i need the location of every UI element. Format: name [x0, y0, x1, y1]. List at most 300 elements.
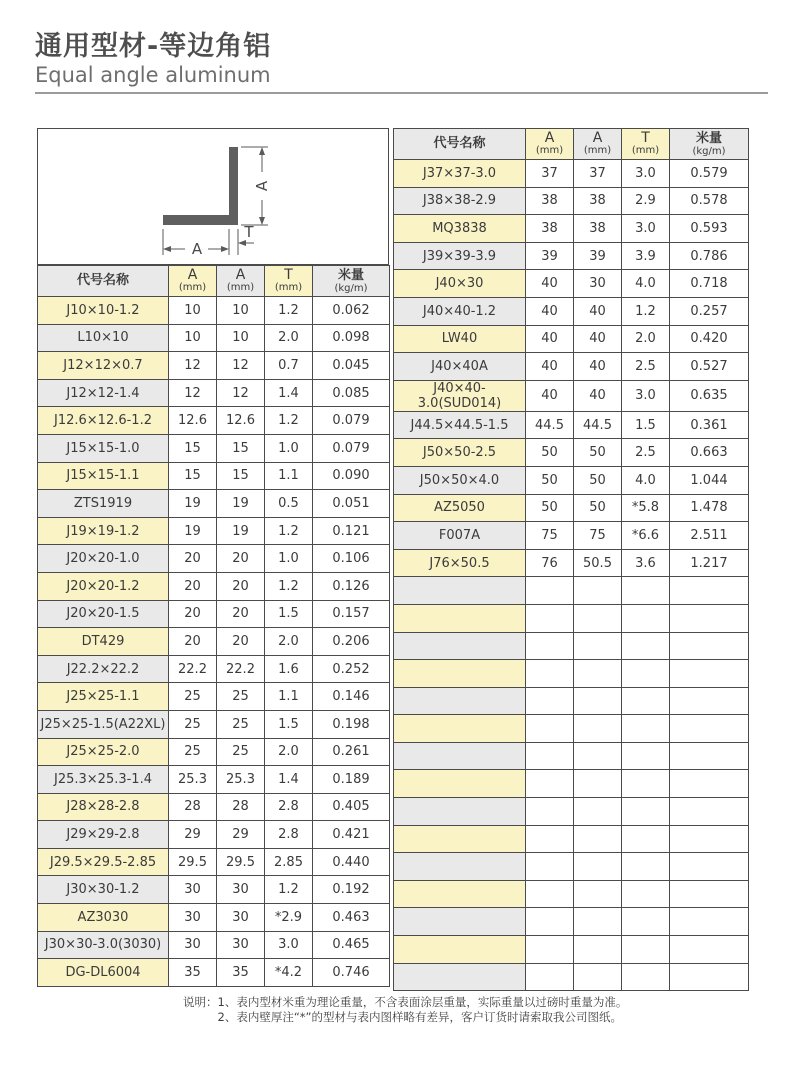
- cell-a2: [574, 742, 622, 770]
- notes-label: 说明：: [183, 995, 218, 1009]
- angle-profile-diagram: [37, 128, 389, 265]
- cell-t: 1.2: [265, 407, 313, 435]
- cell-name: [394, 908, 526, 936]
- cell-w: 0.157: [313, 600, 390, 628]
- cell-name: J44.5×44.5-1.5: [394, 411, 526, 439]
- table-header-row: [394, 129, 749, 160]
- table-row: [394, 522, 749, 550]
- cell-a2: [574, 936, 622, 964]
- cell-a1: 40: [526, 380, 574, 411]
- table-row-empty: [394, 604, 749, 632]
- cell-a1: 29.5: [169, 848, 217, 876]
- cell-a2: 19: [217, 490, 265, 518]
- header-t: T (mm): [265, 266, 313, 297]
- spec-table-left: [37, 265, 390, 987]
- cell-t: [622, 632, 670, 660]
- table-row: [38, 600, 390, 628]
- cell-w: [670, 936, 749, 964]
- table-row: [394, 380, 749, 411]
- cell-a1: 40: [526, 270, 574, 298]
- cell-a2: [574, 687, 622, 715]
- cell-a1: 76: [526, 549, 574, 577]
- table-row-empty: [394, 577, 749, 605]
- cell-w: 0.252: [313, 655, 390, 683]
- cell-a1: 20: [169, 600, 217, 628]
- page-subtitle: Equal angle aluminum: [35, 63, 271, 87]
- dim-label-a-horizontal: A: [191, 240, 203, 258]
- cell-a1: 50: [526, 494, 574, 522]
- cell-t: 1.4: [265, 379, 313, 407]
- cell-name: [394, 604, 526, 632]
- cell-name: J50×50-2.5: [394, 439, 526, 467]
- cell-t: [622, 660, 670, 688]
- cell-t: 3.0: [622, 215, 670, 243]
- cell-a1: 15: [169, 434, 217, 462]
- cell-t: 3.9: [622, 242, 670, 270]
- cell-w: 0.593: [670, 215, 749, 243]
- table-row: [38, 379, 390, 407]
- table-row: [38, 793, 390, 821]
- table-row: [38, 352, 390, 380]
- cell-a1: 25: [169, 710, 217, 738]
- table-row: [394, 325, 749, 353]
- cell-t: [622, 853, 670, 881]
- spec-table-right: [393, 128, 749, 991]
- cell-name: [394, 687, 526, 715]
- cell-w: 0.206: [313, 628, 390, 656]
- cell-a2: 29: [217, 821, 265, 849]
- cell-t: 1.0: [265, 434, 313, 462]
- cell-name: J15×15-1.1: [38, 462, 169, 490]
- cell-t: 2.0: [265, 738, 313, 766]
- cell-w: [670, 880, 749, 908]
- cell-t: 1.1: [265, 462, 313, 490]
- arrowhead-right: [221, 246, 229, 252]
- table-row: [38, 324, 390, 352]
- cell-a2: 50: [574, 466, 622, 494]
- cell-t: 1.2: [265, 517, 313, 545]
- cell-a1: 39: [526, 242, 574, 270]
- cell-name: [394, 632, 526, 660]
- header-a1: A (mm): [169, 266, 217, 297]
- cell-t: 1.6: [265, 655, 313, 683]
- cell-t: 1.2: [622, 297, 670, 325]
- cell-t: [622, 798, 670, 826]
- cell-name: [394, 853, 526, 881]
- cell-t: 2.0: [265, 324, 313, 352]
- cell-w: 0.579: [670, 160, 749, 188]
- cell-w: 0.098: [313, 324, 390, 352]
- cell-a2: 25: [217, 683, 265, 711]
- cell-t: *4.2: [265, 959, 313, 987]
- cell-w: [670, 963, 749, 991]
- cell-t: [622, 963, 670, 991]
- cell-a2: 20: [217, 545, 265, 573]
- arrowhead-left: [163, 246, 171, 252]
- cell-name: J20×20-1.5: [38, 600, 169, 628]
- cell-w: 0.420: [670, 325, 749, 353]
- cell-name: J30×30-3.0(3030): [38, 931, 169, 959]
- cell-a1: [526, 577, 574, 605]
- table-row: [394, 353, 749, 381]
- cell-w: 0.527: [670, 353, 749, 381]
- cell-w: 0.578: [670, 187, 749, 215]
- cell-name: [394, 963, 526, 991]
- cell-a1: 10: [169, 324, 217, 352]
- table-row: [38, 738, 390, 766]
- cell-t: 0.5: [265, 490, 313, 518]
- cell-a2: 29.5: [217, 848, 265, 876]
- cell-a1: [526, 632, 574, 660]
- cell-name: J39×39-3.9: [394, 242, 526, 270]
- cell-w: 0.746: [313, 959, 390, 987]
- cell-t: [622, 604, 670, 632]
- cell-t: [622, 936, 670, 964]
- page-title: 通用型材-等边角铝: [35, 31, 272, 62]
- cell-w: [670, 660, 749, 688]
- cell-a1: [526, 687, 574, 715]
- cell-t: 2.8: [265, 793, 313, 821]
- table-row-empty: [394, 853, 749, 881]
- cell-a1: 22.2: [169, 655, 217, 683]
- cell-a1: [526, 798, 574, 826]
- cell-a1: 35: [169, 959, 217, 987]
- header-name: 代号名称: [394, 129, 526, 160]
- cell-name: J28×28-2.8: [38, 793, 169, 821]
- cell-w: 1.044: [670, 466, 749, 494]
- cell-a1: 38: [526, 187, 574, 215]
- cell-a1: 30: [169, 931, 217, 959]
- table-row-empty: [394, 742, 749, 770]
- cell-name: [394, 715, 526, 743]
- cell-t: 3.6: [622, 549, 670, 577]
- cell-t: 1.2: [265, 876, 313, 904]
- cell-t: [622, 770, 670, 798]
- table-row-empty: [394, 798, 749, 826]
- header-weight: 米量 (kg/m): [670, 129, 749, 160]
- cell-w: 0.463: [313, 904, 390, 932]
- cell-w: 1.478: [670, 494, 749, 522]
- cell-a1: [526, 825, 574, 853]
- header-a2: A (mm): [217, 266, 265, 297]
- cell-name: J38×38-2.9: [394, 187, 526, 215]
- cell-t: *2.9: [265, 904, 313, 932]
- cell-t: 1.0: [265, 545, 313, 573]
- cell-t: 3.0: [622, 160, 670, 188]
- cell-name: J25.3×25.3-1.4: [38, 766, 169, 794]
- cell-name: ZTS1919: [38, 490, 169, 518]
- cell-t: *6.6: [622, 522, 670, 550]
- cell-name: J25×25-1.1: [38, 683, 169, 711]
- cell-w: 0.189: [313, 766, 390, 794]
- cell-name: [394, 742, 526, 770]
- cell-t: *5.8: [622, 494, 670, 522]
- cell-a1: [526, 715, 574, 743]
- cell-a2: 12.6: [217, 407, 265, 435]
- cell-t: [622, 880, 670, 908]
- cell-name: J10×10-1.2: [38, 297, 169, 325]
- table-row: [394, 466, 749, 494]
- cell-t: 2.5: [622, 353, 670, 381]
- cell-a1: [526, 853, 574, 881]
- cell-a1: 29: [169, 821, 217, 849]
- cell-name: [394, 770, 526, 798]
- cell-a2: 15: [217, 462, 265, 490]
- table-row: [38, 572, 390, 600]
- cell-a2: 50: [574, 439, 622, 467]
- table-row: [394, 242, 749, 270]
- header-weight: 米量 (kg/m): [313, 266, 390, 297]
- cell-a1: 12: [169, 379, 217, 407]
- note-line-2: 2、表内壁厚注“*”的型材与表内图样略有差异，客户订货时请索取我公司图纸。: [217, 1010, 622, 1024]
- table-row-empty: [394, 715, 749, 743]
- cell-a2: 10: [217, 324, 265, 352]
- cell-name: J29×29-2.8: [38, 821, 169, 849]
- table-row: [38, 848, 390, 876]
- cell-a1: [526, 963, 574, 991]
- cell-name: [394, 577, 526, 605]
- cell-w: 0.126: [313, 572, 390, 600]
- header-t: T (mm): [622, 129, 670, 160]
- cell-name: J37×37-3.0: [394, 160, 526, 188]
- cell-w: 0.079: [313, 434, 390, 462]
- cell-w: [670, 825, 749, 853]
- cell-name: [394, 880, 526, 908]
- right-column: [393, 128, 748, 991]
- cell-name: J25×25-2.0: [38, 738, 169, 766]
- cell-name: J12×12-1.4: [38, 379, 169, 407]
- angle-profile-svg: [38, 129, 388, 264]
- cell-name: J20×20-1.2: [38, 572, 169, 600]
- cell-w: [670, 853, 749, 881]
- cell-name: J19×19-1.2: [38, 517, 169, 545]
- cell-t: 3.0: [265, 931, 313, 959]
- cell-a2: 19: [217, 517, 265, 545]
- dim-label-a-vertical: A: [253, 180, 271, 192]
- table-header-row: [38, 266, 390, 297]
- cell-name: F007A: [394, 522, 526, 550]
- cell-a2: 50.5: [574, 549, 622, 577]
- cell-a1: [526, 908, 574, 936]
- table-row-empty: [394, 908, 749, 936]
- cell-a1: 38: [526, 215, 574, 243]
- cell-w: [670, 770, 749, 798]
- cell-name: J15×15-1.0: [38, 434, 169, 462]
- cell-a1: [526, 742, 574, 770]
- cell-a2: 39: [574, 242, 622, 270]
- cell-name: J40×30: [394, 270, 526, 298]
- cell-a1: 12: [169, 352, 217, 380]
- cell-name: [394, 825, 526, 853]
- cell-a2: 10: [217, 297, 265, 325]
- cell-a2: 25.3: [217, 766, 265, 794]
- cell-a2: 44.5: [574, 411, 622, 439]
- cell-name: J29.5×29.5-2.85: [38, 848, 169, 876]
- table-row: [394, 494, 749, 522]
- notes-lines: [218, 995, 628, 1025]
- cell-t: 1.5: [622, 411, 670, 439]
- table-row: [38, 434, 390, 462]
- cell-w: 0.257: [670, 297, 749, 325]
- cell-name: DT429: [38, 628, 169, 656]
- header-a2: A (mm): [574, 129, 622, 160]
- cell-a1: [526, 660, 574, 688]
- cell-t: 1.2: [265, 572, 313, 600]
- cell-t: 3.0: [622, 380, 670, 411]
- header-a1: A (mm): [526, 129, 574, 160]
- cell-name: DG-DL6004: [38, 959, 169, 987]
- table-row: [38, 490, 390, 518]
- cell-t: 2.5: [622, 439, 670, 467]
- cell-t: [622, 577, 670, 605]
- table-row-empty: [394, 770, 749, 798]
- arrowhead-down: [259, 217, 265, 225]
- cell-t: 2.9: [622, 187, 670, 215]
- cell-a1: 28: [169, 793, 217, 821]
- table-row: [38, 407, 390, 435]
- cell-t: 1.2: [265, 297, 313, 325]
- table-row: [394, 160, 749, 188]
- cell-w: [670, 604, 749, 632]
- cell-t: 1.5: [265, 600, 313, 628]
- table-row-empty: [394, 632, 749, 660]
- cell-w: 0.261: [313, 738, 390, 766]
- cell-a2: 30: [574, 270, 622, 298]
- cell-a2: 12: [217, 379, 265, 407]
- cell-t: 1.1: [265, 683, 313, 711]
- cell-a2: 37: [574, 160, 622, 188]
- cell-w: 0.361: [670, 411, 749, 439]
- cell-w: 0.062: [313, 297, 390, 325]
- cell-w: 0.121: [313, 517, 390, 545]
- cell-a1: 15: [169, 462, 217, 490]
- table-row: [38, 297, 390, 325]
- cell-a1: 12.6: [169, 407, 217, 435]
- table-row: [38, 766, 390, 794]
- cell-a2: 12: [217, 352, 265, 380]
- notes: [183, 995, 627, 1025]
- table-row: [38, 683, 390, 711]
- table-row: [394, 215, 749, 243]
- cell-t: 2.8: [265, 821, 313, 849]
- cell-w: [670, 577, 749, 605]
- cell-name: J22.2×22.2: [38, 655, 169, 683]
- cell-w: [670, 798, 749, 826]
- cell-t: 2.0: [622, 325, 670, 353]
- table-row-empty: [394, 825, 749, 853]
- cell-t: 2.85: [265, 848, 313, 876]
- cell-a1: 75: [526, 522, 574, 550]
- cell-a2: 30: [217, 904, 265, 932]
- cell-a1: 20: [169, 572, 217, 600]
- cell-a1: 20: [169, 545, 217, 573]
- cell-t: [622, 715, 670, 743]
- cell-a1: 25: [169, 738, 217, 766]
- table-row: [394, 411, 749, 439]
- table-row: [394, 187, 749, 215]
- cell-a1: 25: [169, 683, 217, 711]
- dim-label-t: T: [244, 223, 254, 241]
- cell-a1: 40: [526, 297, 574, 325]
- cell-a1: 30: [169, 876, 217, 904]
- cell-a2: 15: [217, 434, 265, 462]
- table-row-empty: [394, 880, 749, 908]
- table-row: [38, 462, 390, 490]
- page-header: [35, 32, 768, 94]
- cell-a1: 50: [526, 439, 574, 467]
- cell-a1: 25.3: [169, 766, 217, 794]
- cell-w: 0.465: [313, 931, 390, 959]
- cell-w: 0.106: [313, 545, 390, 573]
- cell-w: [670, 632, 749, 660]
- cell-a2: 22.2: [217, 655, 265, 683]
- cell-a1: [526, 604, 574, 632]
- table-row: [394, 439, 749, 467]
- cell-name: [394, 936, 526, 964]
- cell-name: [394, 798, 526, 826]
- cell-t: 4.0: [622, 466, 670, 494]
- cell-name: L10×10: [38, 324, 169, 352]
- table-row-empty: [394, 963, 749, 991]
- cell-a2: [574, 715, 622, 743]
- cell-a1: 30: [169, 904, 217, 932]
- table-row-empty: [394, 660, 749, 688]
- table-row: [394, 549, 749, 577]
- cell-w: 0.421: [313, 821, 390, 849]
- cell-name: J76×50.5: [394, 549, 526, 577]
- table-row: [38, 821, 390, 849]
- cell-name: [394, 660, 526, 688]
- cell-name: J30×30-1.2: [38, 876, 169, 904]
- cell-t: 4.0: [622, 270, 670, 298]
- cell-w: [670, 908, 749, 936]
- table-row: [38, 545, 390, 573]
- table-row: [38, 628, 390, 656]
- cell-a1: 37: [526, 160, 574, 188]
- cell-w: 0.090: [313, 462, 390, 490]
- cell-name: J50×50×4.0: [394, 466, 526, 494]
- cell-a2: [574, 825, 622, 853]
- cell-a2: [574, 908, 622, 936]
- cell-a2: 20: [217, 600, 265, 628]
- cell-a2: 40: [574, 325, 622, 353]
- cell-t: [622, 908, 670, 936]
- cell-a2: 35: [217, 959, 265, 987]
- cell-a1: 19: [169, 490, 217, 518]
- cell-a1: 40: [526, 353, 574, 381]
- table-row: [394, 270, 749, 298]
- cell-a2: 40: [574, 353, 622, 381]
- cell-w: 0.146: [313, 683, 390, 711]
- cell-a2: [574, 604, 622, 632]
- cell-w: 0.405: [313, 793, 390, 821]
- header-name: 代号名称: [38, 266, 169, 297]
- cell-name: J20×20-1.0: [38, 545, 169, 573]
- cell-t: 1.5: [265, 710, 313, 738]
- cell-a2: [574, 963, 622, 991]
- cell-name: AZ3030: [38, 904, 169, 932]
- cell-w: 0.051: [313, 490, 390, 518]
- cell-a2: 25: [217, 738, 265, 766]
- cell-a2: 28: [217, 793, 265, 821]
- cell-a2: 40: [574, 380, 622, 411]
- table-row: [38, 904, 390, 932]
- cell-a1: 40: [526, 325, 574, 353]
- cell-a2: [574, 770, 622, 798]
- table-row: [394, 297, 749, 325]
- cell-w: 0.192: [313, 876, 390, 904]
- cell-t: [622, 687, 670, 715]
